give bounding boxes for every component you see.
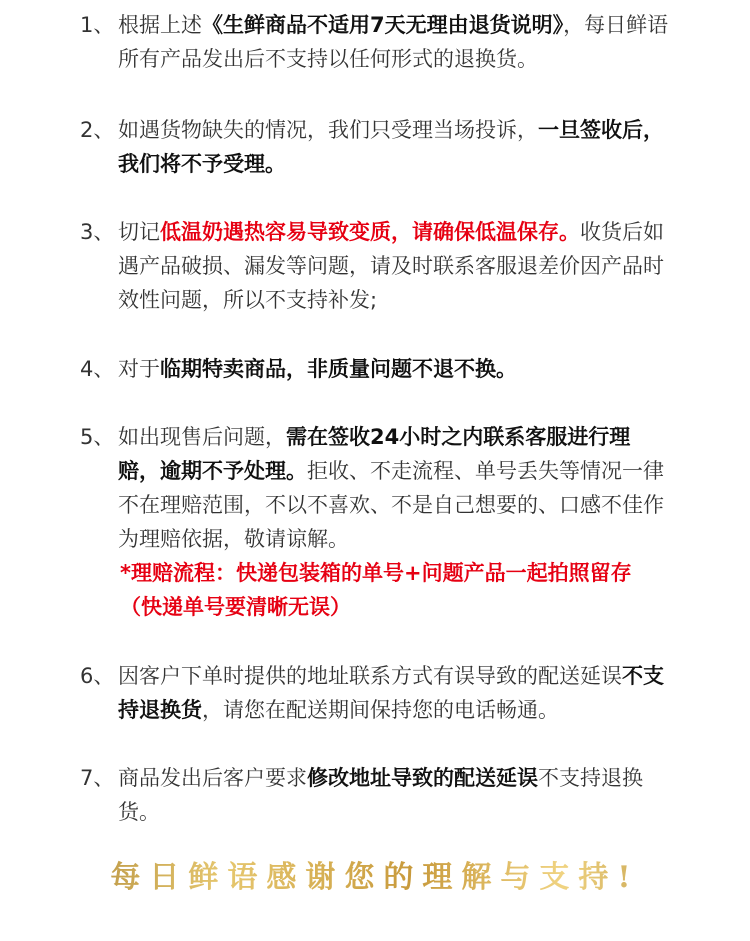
policy-document-title: 《生鲜商品不适用7天无理由退货说明》 <box>202 13 564 37</box>
item-text-plain: 不支持退换货。 <box>118 766 643 824</box>
item-text-bold: 不支持退换货 <box>118 664 664 722</box>
item-text <box>118 215 670 317</box>
item-text-plain: ，请您在配送期间保持您的电话畅通。 <box>202 698 559 722</box>
policy-item-7 <box>80 761 670 829</box>
policy-item-4 <box>80 352 670 386</box>
item-number: 1、 <box>80 13 115 37</box>
item-number: 2、 <box>80 118 115 142</box>
item-text-bold: 需在签收24小时之内联系客服进行理赔，逾期不予处理。 <box>118 425 631 483</box>
claim-process-note: *理赔流程：快递包装箱的单号+问题产品一起拍照留存（快递单号要清晰无误） <box>120 561 632 619</box>
item-text-bold: 修改地址导致的配送延误 <box>307 766 538 790</box>
item-text-plain: 如遇货物缺失的情况，我们只受理当场投诉， <box>118 118 538 142</box>
item-text <box>118 761 670 829</box>
item-text-plain: 拒收、不走流程、单号丢失等情况一律不在理赔范围，不以不喜欢、不是自己想要的、口感不佳作为理赔依据，敬请谅解。 <box>118 459 664 551</box>
policy-item-2 <box>80 113 670 181</box>
policy-item-1 <box>80 8 670 76</box>
policy-item-6 <box>80 659 670 727</box>
item-text-bold: 一旦签收后，我们将不予受理。 <box>118 118 664 176</box>
item-text-plain: ，每日鲜语所有产品发出后不支持以任何形式的退换货。 <box>118 13 669 71</box>
item-text-plain: 对于 <box>118 357 160 381</box>
item-text-plain: 因客户下单时提供的地址联系方式有误导致的配送延误 <box>118 664 622 688</box>
item-number: 7、 <box>80 766 115 790</box>
item-number: 5、 <box>80 425 115 449</box>
item-text-bold: 临期特卖商品，非质量问题不退不换。 <box>160 357 517 381</box>
item-text <box>118 659 670 727</box>
item-text-plain: 切记 <box>118 220 160 244</box>
item-text-plain: 收货后如遇产品破损、漏发等问题，请及时联系客服退差价因产品时效性问题，所以不支持补发; <box>118 220 664 312</box>
cold-storage-warning: 低温奶遇热容易导致变质，请确保低温保存。 <box>160 220 580 244</box>
policy-item-5 <box>80 420 670 624</box>
item-text-plain: 根据上述 <box>118 13 202 37</box>
item-number: 4、 <box>80 357 115 381</box>
item-number: 3、 <box>80 220 115 244</box>
item-text <box>118 8 670 76</box>
item-text <box>118 113 670 181</box>
item-text <box>118 420 670 556</box>
policy-item-3 <box>80 215 670 317</box>
item-text-plain: 如出现售后问题， <box>118 425 286 449</box>
thank-you-banner: 每日鲜语感谢您的理解与支持! <box>0 850 750 906</box>
item-text-plain: 商品发出后客户要求 <box>118 766 307 790</box>
item-text <box>118 352 670 386</box>
item-number: 6、 <box>80 664 115 688</box>
